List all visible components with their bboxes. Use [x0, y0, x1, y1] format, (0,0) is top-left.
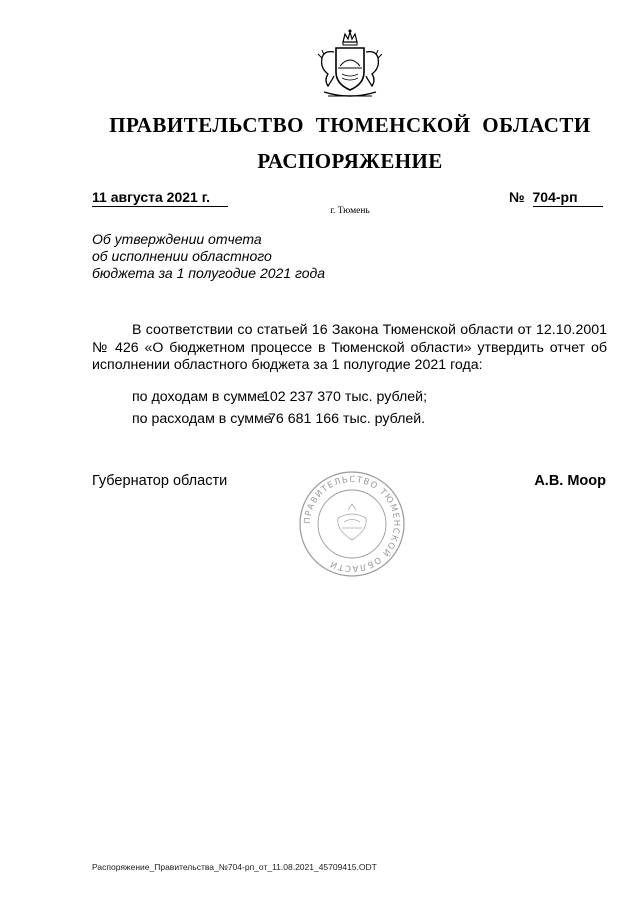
file-footer: Распоряжение_Правительства_№704-рп_от_11.08.2021_45709415.ODT — [92, 862, 377, 872]
expense-item — [132, 411, 426, 427]
document-date: 11 августа 2021 г. — [92, 189, 228, 207]
revenue-item — [132, 389, 428, 405]
authority-title: ПРАВИТЕЛЬСТВО ТЮМЕНСКОЙ ОБЛАСТИ — [109, 113, 591, 137]
official-seal-icon — [298, 470, 406, 578]
document-body — [92, 322, 607, 375]
signatory-name: А.В. Моор — [534, 473, 606, 489]
city: г. Тюмень — [330, 206, 370, 216]
document-subject — [92, 231, 352, 282]
subject-line: Об утверждении отчета — [92, 231, 262, 247]
document-type: РАСПОРЯЖЕНИЕ — [257, 149, 443, 173]
item-label: по расходам в сумме — [132, 411, 272, 427]
subject-line: бюджета за 1 полугодие 2021 года — [92, 265, 326, 281]
item-amount: 76 681 166 тыс. рублей. — [268, 411, 426, 427]
item-amount: 102 237 370 тыс. рублей; — [262, 389, 428, 405]
coat-of-arms-icon — [310, 28, 390, 106]
item-label: по доходам в сумме — [132, 389, 265, 405]
subject-line: об исполнении областного — [92, 248, 272, 264]
signatory-title: Губернатор области — [92, 473, 228, 489]
document-number — [509, 189, 603, 207]
seal-text: ПРАВИТЕЛЬСТВО ТЮМЕНСКОЙ ОБЛАСТИ — [302, 474, 402, 574]
body-paragraph: В соответствии со статьей 16 Закона Тюменской области от 12.10.2001 № 426 «О бюджетном процессе в Тюменской области» утвердить отчет об исполнении областного бюджета за 1 полугодие 2021 года: — [92, 322, 607, 373]
number-value: 704-рп — [533, 189, 603, 207]
number-sign: № — [509, 189, 525, 205]
